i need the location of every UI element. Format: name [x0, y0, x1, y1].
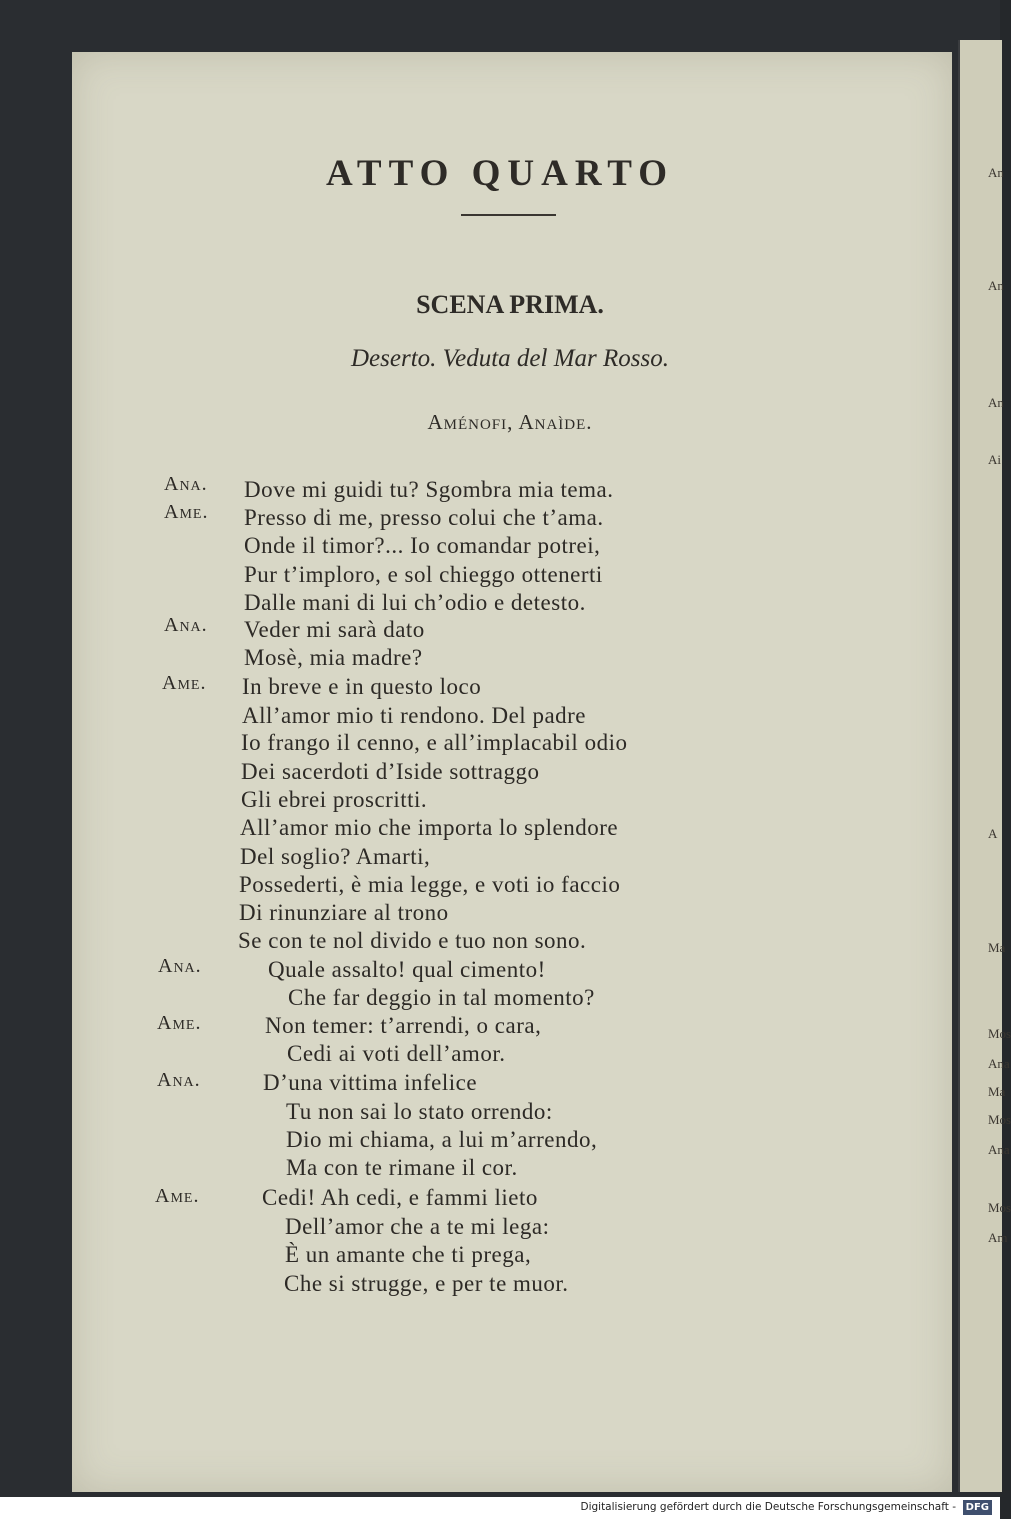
dialogue-line: Che si strugge, e per te muor. — [284, 1271, 569, 1296]
act-title: ATTO QUARTO — [325, 153, 675, 194]
dialogue-line: In breve e in questo loco — [242, 674, 482, 699]
dialogue-line: Dell’amor che a te mi lega: — [285, 1214, 550, 1239]
dialogue-line: Onde il timor?... Io comandar potrei, — [244, 533, 601, 558]
edge-fragment: Ana — [988, 1056, 1010, 1071]
speaker-label: Ana. — [157, 1069, 201, 1091]
speaker-label: Ana. — [164, 473, 208, 495]
dialogue-line: All’amor mio che importa lo splendore — [240, 815, 619, 840]
dialogue-line: Dove mi guidi tu? Sgombra mia tema. — [244, 477, 614, 502]
edge-fragment: Ai — [988, 452, 1001, 467]
speaker-label: Ana. — [158, 955, 202, 977]
dialogue-line: Presso di me, presso colui che t’ama. — [244, 505, 604, 530]
dialogue-line: Possederti, è mia legge, e voti io faccio — [239, 872, 621, 897]
dialogue-line: Mosè, mia madre? — [244, 645, 423, 670]
digitization-footer — [0, 1497, 1000, 1519]
edge-fragment: An — [988, 395, 1004, 410]
speaker-label: Ame. — [162, 672, 207, 694]
edge-fragment: Ma — [988, 1084, 1006, 1099]
dialogue-line: Del soglio? Amarti, — [240, 844, 431, 869]
edge-fragment: A — [988, 826, 998, 841]
dialogue-line: Pur t’imploro, e sol chieggo ottenerti — [244, 562, 603, 587]
edge-fragment: Mos — [988, 1112, 1011, 1127]
dialogue-line: Gli ebrei proscritti. — [241, 787, 428, 812]
edge-fragment: Mos — [988, 1026, 1011, 1041]
stage-setting: Deserto. Veduta del Mar Rosso. — [350, 345, 670, 372]
dialogue-line: Veder mi sarà dato — [244, 617, 425, 642]
dialogue-line: D’una vittima infelice — [263, 1070, 478, 1095]
dialogue-line: Ma con te rimane il cor. — [286, 1155, 518, 1180]
dialogue-line: Io frango il cenno, e all’implacabil odio — [241, 730, 628, 755]
edge-fragment: An — [988, 278, 1004, 293]
dialogue-line: È un amante che ti prega, — [285, 1242, 532, 1267]
dialogue-line: Cedi ai voti dell’amor. — [287, 1041, 506, 1066]
dialogue-line: Dei sacerdoti d’Iside sottraggo — [241, 759, 540, 784]
dialogue-line: Cedi! Ah cedi, e fammi lieto — [262, 1185, 538, 1210]
character-list: Aménofi, Anaìde. — [427, 410, 593, 434]
dialogue-line: Che far deggio in tal momento? — [288, 985, 595, 1010]
edge-fragment: An — [988, 165, 1004, 180]
speaker-label: Ame. — [157, 1012, 202, 1034]
next-page-edge — [958, 40, 1011, 1492]
dialogue-line: All’amor mio ti rendono. Del padre — [242, 703, 587, 728]
title-rule — [461, 214, 556, 216]
speaker-label: Ame. — [164, 501, 209, 523]
edge-fragment: Mos — [988, 1200, 1011, 1215]
dialogue-line: Di rinunziare al trono — [239, 900, 449, 925]
edge-fragment: Am — [988, 1230, 1008, 1245]
edge-fragment: Ana — [988, 1142, 1010, 1157]
speaker-label: Ame. — [155, 1185, 200, 1207]
dialogue-line: Dio mi chiama, a lui m’arrendo, — [286, 1127, 598, 1152]
speaker-label: Ana. — [164, 614, 208, 636]
scene-heading: SCENA PRIMA. — [416, 290, 604, 319]
funding-notice: Digitalisierung gefördert durch die Deutsche Forschungsgemeinschaft - — [580, 1501, 956, 1513]
edge-fragment: Ma — [988, 940, 1006, 955]
dfg-logo: DFG — [963, 1500, 992, 1515]
dialogue-line: Dalle mani di lui ch’odio e detesto. — [244, 590, 586, 615]
dialogue-line: Non temer: t’arrendi, o cara, — [265, 1013, 542, 1038]
dialogue-line: Tu non sai lo stato orrendo: — [286, 1099, 553, 1124]
dialogue-line: Quale assalto! qual cimento! — [268, 957, 546, 982]
dialogue-line: Se con te nol divido e tuo non sono. — [238, 928, 587, 953]
